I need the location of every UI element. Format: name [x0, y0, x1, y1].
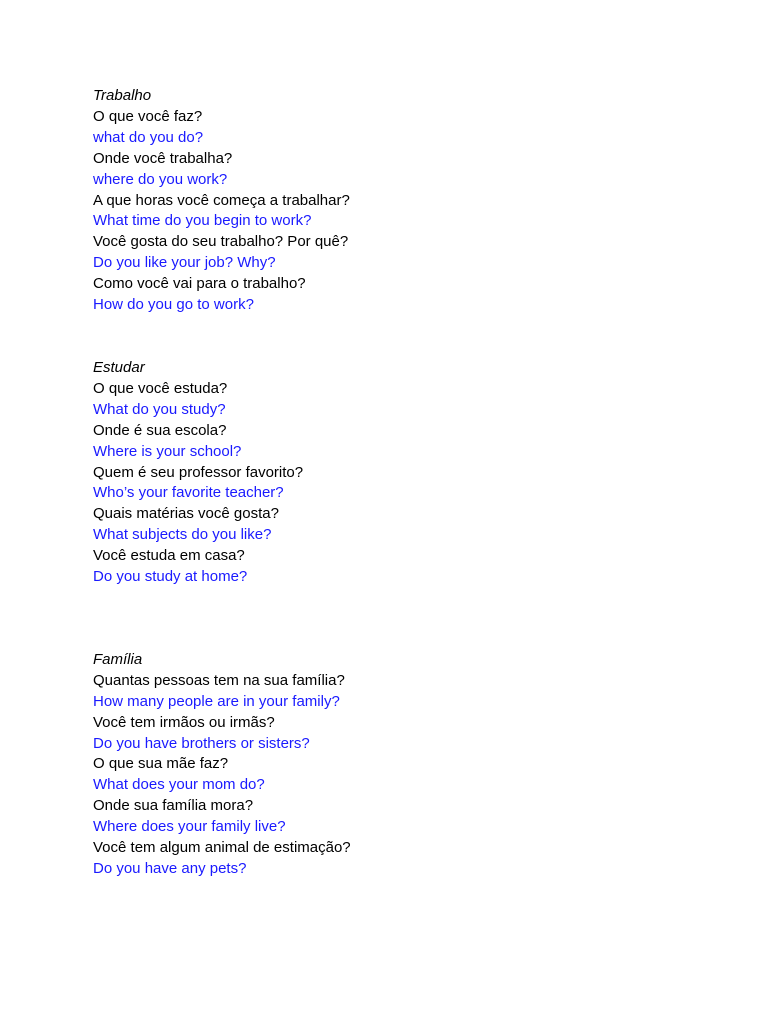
section-trabalho	[93, 86, 733, 316]
question-en: where do you work?	[93, 170, 228, 188]
section-heading: Estudar	[93, 358, 145, 376]
question-en: Do you study at home?	[93, 568, 248, 586]
question-pt: O que sua mãe faz?	[93, 755, 229, 773]
question-pt: Você tem irmãos ou irmãs?	[93, 713, 275, 731]
question-en: what do you do?	[93, 128, 204, 146]
question-en: What does your mom do?	[93, 776, 265, 794]
question-pt: Onde você trabalha?	[93, 149, 233, 167]
question-en: Where is your school?	[93, 442, 242, 460]
question-pt: Quais matérias você gosta?	[93, 505, 279, 523]
question-pt: Quem é seu professor favorito?	[93, 463, 304, 481]
question-pt: Quantas pessoas tem na sua família?	[93, 671, 345, 689]
question-pt: O que você estuda?	[93, 379, 228, 397]
question-en: How do you go to work?	[93, 296, 254, 314]
question-en: Where does your family live?	[93, 818, 286, 836]
section-estudar	[93, 358, 733, 588]
question-en: What do you study?	[93, 400, 226, 418]
question-pt: Você gosta do seu trabalho? Por quê?	[93, 233, 349, 251]
question-en: Do you have brothers or sisters?	[93, 734, 310, 752]
section-heading: Família	[93, 650, 143, 668]
question-en: What time do you begin to work?	[93, 212, 312, 230]
question-en: What subjects do you like?	[93, 526, 272, 544]
question-pt: Você estuda em casa?	[93, 547, 245, 565]
document-page	[93, 86, 733, 880]
question-pt: Onde sua família mora?	[93, 797, 254, 815]
question-pt: Como você vai para o trabalho?	[93, 275, 306, 293]
section-heading: Trabalho	[93, 87, 152, 104]
question-en: Do you like your job? Why?	[93, 254, 276, 272]
question-en: Do you have any pets?	[93, 860, 247, 877]
section-familia	[93, 650, 733, 880]
question-pt: Onde é sua escola?	[93, 421, 227, 439]
question-pt: O que você faz?	[93, 107, 203, 125]
question-pt: A que horas você começa a trabalhar?	[93, 191, 350, 209]
question-en: How many people are in your family?	[93, 692, 340, 710]
question-en: Who’s your favorite teacher?	[93, 484, 284, 502]
question-pt: Você tem algum animal de estimação?	[93, 839, 351, 857]
